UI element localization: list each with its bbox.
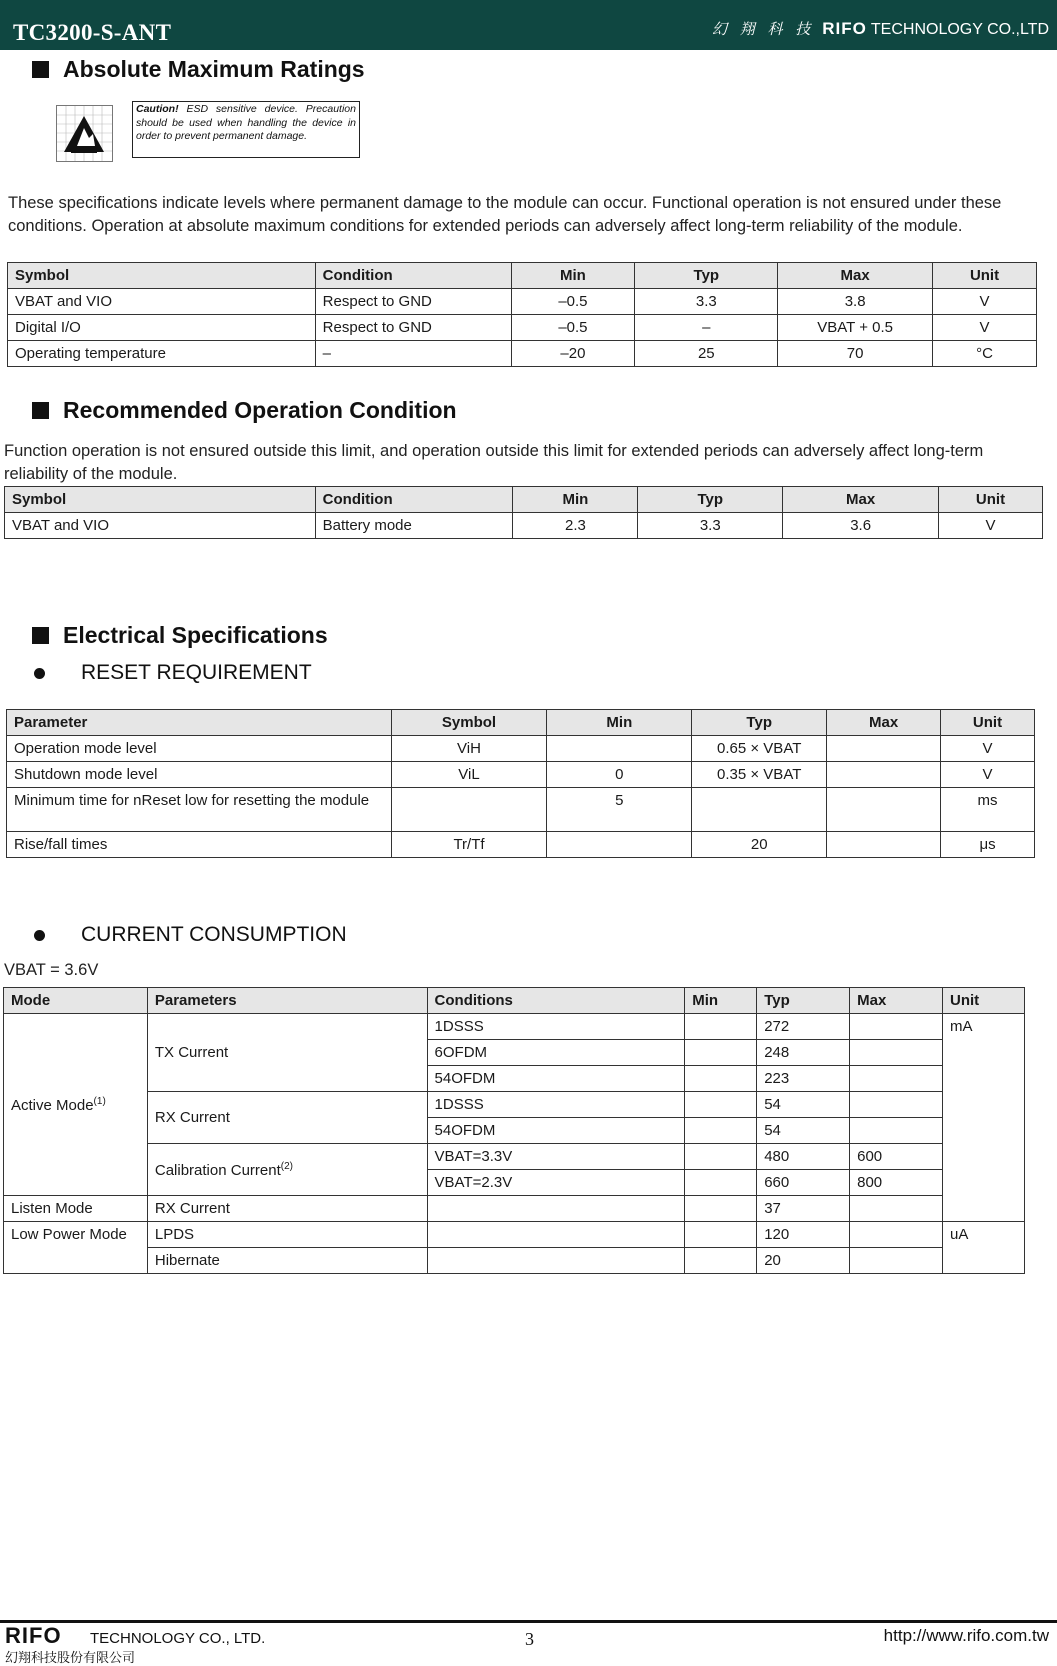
table-cell (685, 1066, 757, 1092)
table-cell (391, 788, 547, 832)
table-cell (685, 1040, 757, 1066)
table-row (4, 1196, 1025, 1222)
table-cell: RX Current (147, 1092, 427, 1144)
table-cell: Digital I/O (8, 315, 316, 341)
header-logo: RIFO (822, 19, 867, 38)
table-cell: 660 (757, 1170, 850, 1196)
table-row (5, 513, 1043, 539)
table-cell (685, 1196, 757, 1222)
table-cell: 20 (692, 832, 827, 858)
table-cell: TX Current (147, 1014, 427, 1092)
table-cell (850, 1196, 943, 1222)
footer-company-cn: 幻翔科技股份有限公司 (5, 1650, 136, 1665)
table-cell: 5 (547, 788, 692, 832)
table-cell: 600 (850, 1144, 943, 1170)
unit-cell-ma: mA (943, 1014, 1025, 1222)
col-header: Unit (939, 487, 1043, 513)
table-cell: 480 (757, 1144, 850, 1170)
table-cell: 6OFDM (427, 1040, 685, 1066)
footer-logo: RIFO (5, 1623, 62, 1648)
abs-max-table (7, 262, 1037, 367)
col-header: Max (783, 487, 939, 513)
col-header: Symbol (5, 487, 316, 513)
col-header: Unit (941, 710, 1035, 736)
col-header: Min (547, 710, 692, 736)
col-header: Min (513, 487, 638, 513)
table-cell: 25 (635, 341, 778, 367)
table-cell (850, 1092, 943, 1118)
table-cell (685, 1248, 757, 1274)
dot-bullet-icon (34, 930, 45, 941)
col-header: Mode (4, 988, 148, 1014)
table-cell: VBAT and VIO (8, 289, 316, 315)
reset-bullet (34, 661, 312, 685)
table-cell: –20 (511, 341, 635, 367)
footnote-ref: (2) (280, 1160, 293, 1172)
table-cell: μs (941, 832, 1035, 858)
table-cell (685, 1144, 757, 1170)
table-cell (685, 1014, 757, 1040)
table-cell: 70 (778, 341, 933, 367)
table-cell (427, 1222, 685, 1248)
table-cell (547, 832, 692, 858)
table-row (7, 762, 1035, 788)
table-cell: 1DSSS (427, 1014, 685, 1040)
table-cell: 2.3 (513, 513, 638, 539)
table-cell: °C (933, 341, 1037, 367)
table-cell: ms (941, 788, 1035, 832)
table-cell (547, 736, 692, 762)
col-header: Conditions (427, 988, 685, 1014)
rec-op-table (4, 486, 1043, 539)
col-header: Min (685, 988, 757, 1014)
vbat-note: VBAT = 3.6V (4, 961, 99, 979)
abs-max-description: These specifications indicate levels where permanent damage to the module can occur. Functional operation is not ensured under these conditions. Operation at absolute maximum conditions for extended periods can adversely affect long-term reliability of the module. (8, 194, 1002, 235)
footer-divider (0, 1620, 1057, 1623)
table-cell: LPDS (147, 1222, 427, 1248)
table-row (4, 1248, 1025, 1274)
footer-company: TECHNOLOGY CO., LTD. (90, 1630, 266, 1647)
table-cell: 54 (757, 1118, 850, 1144)
header-company (712, 18, 1049, 39)
square-bullet-icon (32, 627, 49, 644)
esd-caution-label: Caution! (136, 103, 179, 115)
table-cell (850, 1066, 943, 1092)
table-header-row (4, 988, 1025, 1014)
table-cell (685, 1092, 757, 1118)
table-cell (827, 736, 941, 762)
table-cell: 272 (757, 1014, 850, 1040)
table-cell: 1DSSS (427, 1092, 685, 1118)
table-cell: – (315, 341, 511, 367)
table-cell: Operation mode level (7, 736, 392, 762)
table-cell: Battery mode (315, 513, 513, 539)
esd-caution-box (132, 101, 360, 158)
esd-caution-text: ESD sensitive device. Precaution should be used when handling the device in order to prevent permanent damage. (136, 103, 356, 142)
table-row (7, 788, 1035, 832)
table-cell: Respect to GND (315, 289, 511, 315)
table-cell (427, 1196, 685, 1222)
table-cell (850, 1014, 943, 1040)
table-row (4, 1222, 1025, 1248)
table-cell: VBAT=2.3V (427, 1170, 685, 1196)
table-cell (685, 1118, 757, 1144)
table-row (4, 1144, 1025, 1170)
table-cell: 3.3 (635, 289, 778, 315)
header-company-name: TECHNOLOGY CO.,LTD (870, 21, 1049, 38)
col-header: Condition (315, 487, 513, 513)
table-cell: 3.3 (638, 513, 783, 539)
elec-heading (32, 622, 328, 649)
reset-bullet-text: RESET REQUIREMENT (81, 661, 312, 684)
table-cell: Tr/Tf (391, 832, 547, 858)
table-cell: 0.65 × VBAT (692, 736, 827, 762)
table-cell: 800 (850, 1170, 943, 1196)
table-cell (850, 1248, 943, 1274)
rec-op-description: Function operation is not ensured outside this limit, and operation outside this limit for extended periods can adversely affect long-term reliability of the module. (4, 442, 984, 483)
table-row (4, 1014, 1025, 1040)
col-header: Max (778, 263, 933, 289)
unit-cell-ua: uA (943, 1222, 1025, 1274)
table-cell: V (941, 762, 1035, 788)
table-cell (685, 1170, 757, 1196)
col-header: Condition (315, 263, 511, 289)
current-bullet (34, 923, 347, 947)
table-cell: V (933, 289, 1037, 315)
table-cell: 20 (757, 1248, 850, 1274)
table-cell: VBAT and VIO (5, 513, 316, 539)
table-cell: 54OFDM (427, 1118, 685, 1144)
table-cell (685, 1222, 757, 1248)
table-cell (827, 832, 941, 858)
table-cell: –0.5 (511, 289, 635, 315)
table-cell: 0.35 × VBAT (692, 762, 827, 788)
table-cell: V (939, 513, 1043, 539)
table-cell: VBAT + 0.5 (778, 315, 933, 341)
square-bullet-icon (32, 61, 49, 78)
col-header: Typ (692, 710, 827, 736)
table-cell: Operating temperature (8, 341, 316, 367)
table-cell: Low Power Mode (4, 1222, 148, 1274)
current-table (3, 987, 1025, 1274)
col-header: Min (511, 263, 635, 289)
col-header: Parameter (7, 710, 392, 736)
square-bullet-icon (32, 402, 49, 419)
header-company-cn: 幻 翔 科 技 (711, 20, 815, 38)
table-cell (427, 1248, 685, 1274)
table-cell: RX Current (147, 1196, 427, 1222)
table-header-row (5, 487, 1043, 513)
table-cell: Hibernate (147, 1248, 427, 1274)
table-cell (850, 1222, 943, 1248)
col-header: Unit (933, 263, 1037, 289)
table-row (8, 341, 1037, 367)
col-header: Typ (635, 263, 778, 289)
active-mode-text: Active Mode (11, 1096, 94, 1114)
table-cell: 120 (757, 1222, 850, 1248)
table-cell: 37 (757, 1196, 850, 1222)
table-cell (850, 1118, 943, 1144)
col-header: Typ (757, 988, 850, 1014)
rec-op-heading (32, 397, 457, 424)
table-row (8, 289, 1037, 315)
table-cell: – (635, 315, 778, 341)
table-row (8, 315, 1037, 341)
table-cell: Rise/fall times (7, 832, 392, 858)
table-cell: Respect to GND (315, 315, 511, 341)
mode-cell-active (4, 1014, 148, 1196)
page-header (0, 0, 1057, 50)
table-cell: VBAT=3.3V (427, 1144, 685, 1170)
col-header: Typ (638, 487, 783, 513)
cal-current-cell (147, 1144, 427, 1196)
table-cell: 54OFDM (427, 1066, 685, 1092)
table-cell: 54 (757, 1092, 850, 1118)
table-cell: Minimum time for nReset low for resetting the module (7, 788, 392, 832)
cal-current-text: Calibration Current (154, 1161, 281, 1179)
doc-title: TC3200-S-ANT (13, 20, 172, 45)
col-header: Unit (943, 988, 1025, 1014)
table-cell: Listen Mode (4, 1196, 148, 1222)
col-header: Max (827, 710, 941, 736)
table-cell: 3.6 (783, 513, 939, 539)
table-cell: 248 (757, 1040, 850, 1066)
table-cell: 3.8 (778, 289, 933, 315)
table-cell (692, 788, 827, 832)
col-header: Symbol (8, 263, 316, 289)
table-row (7, 832, 1035, 858)
table-header-row (8, 263, 1037, 289)
rec-op-heading-text: Recommended Operation Condition (63, 397, 457, 423)
table-cell: V (933, 315, 1037, 341)
footer-url: http://www.rifo.com.tw (883, 1626, 1049, 1645)
footnote-ref: (1) (93, 1095, 106, 1107)
col-header: Symbol (391, 710, 547, 736)
abs-max-heading-text: Absolute Maximum Ratings (63, 56, 365, 82)
table-cell (827, 788, 941, 832)
reset-table (6, 709, 1035, 858)
page-number: 3 (525, 1629, 534, 1649)
table-cell: V (941, 736, 1035, 762)
current-bullet-text: CURRENT CONSUMPTION (81, 923, 347, 946)
esd-warning-icon (56, 105, 113, 162)
table-cell (850, 1040, 943, 1066)
elec-heading-text: Electrical Specifications (63, 622, 328, 648)
table-header-row (7, 710, 1035, 736)
table-cell: Shutdown mode level (7, 762, 392, 788)
table-cell: –0.5 (511, 315, 635, 341)
abs-max-heading (32, 56, 365, 83)
table-cell: 223 (757, 1066, 850, 1092)
table-cell: 0 (547, 762, 692, 788)
table-row (4, 1092, 1025, 1118)
table-cell (827, 762, 941, 788)
table-row (7, 736, 1035, 762)
table-cell: ViL (391, 762, 547, 788)
col-header: Max (850, 988, 943, 1014)
dot-bullet-icon (34, 668, 45, 679)
col-header: Parameters (147, 988, 427, 1014)
table-cell: ViH (391, 736, 547, 762)
